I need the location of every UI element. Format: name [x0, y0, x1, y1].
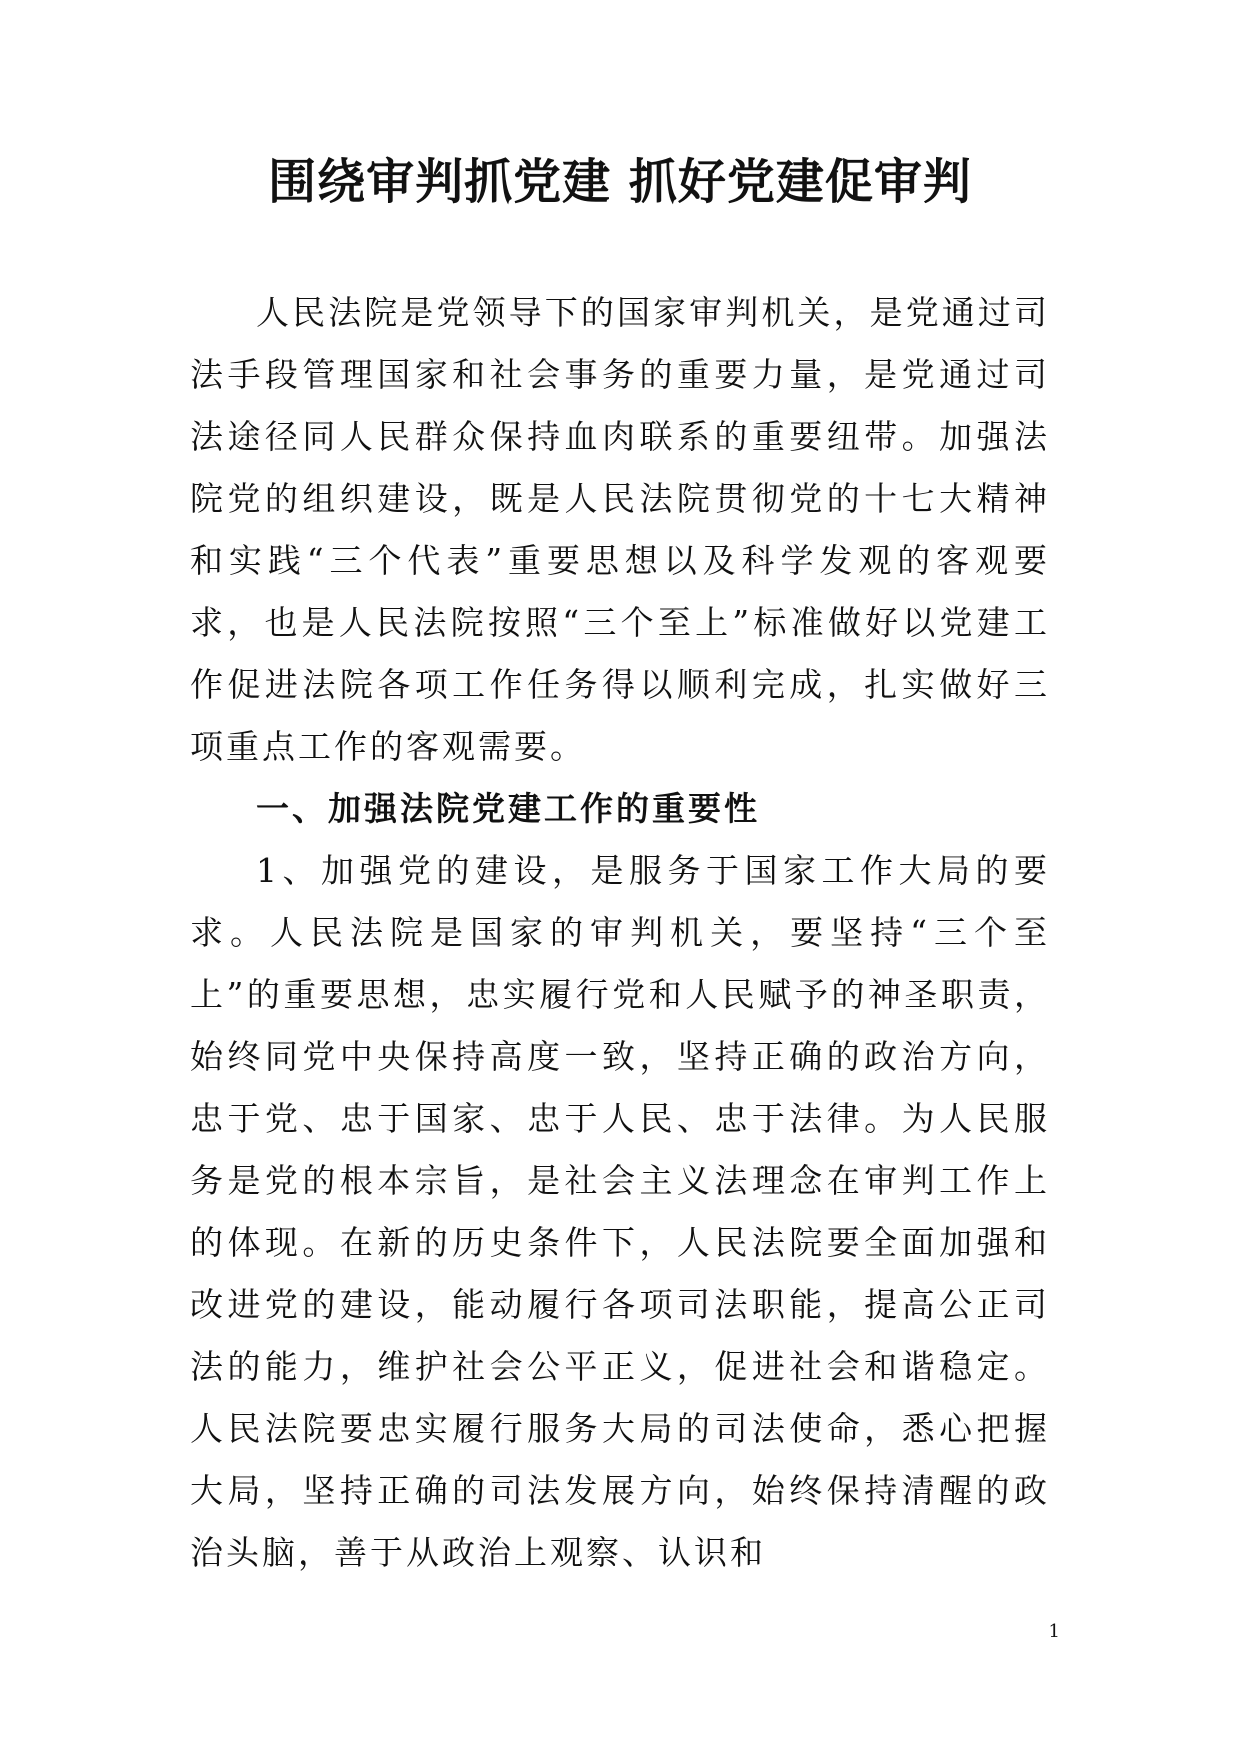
document-body	[190, 282, 1050, 1584]
document-title: 围绕审判抓党建 抓好党建促审判	[268, 154, 972, 210]
section-paragraph: 1、加强党的建设，是服务于国家工作大局的要求。人民法院是国家的审判机关，要坚持“三个至上”的重要思想，忠实履行党和人民赋予的神圣职责，始终同党中央保持高度一致，坚持正确的政治方向，忠于党、忠于国家、忠于人民、忠于法律。为人民服务是党的根本宗旨，是社会主义法理念在审判工作上的体现。在新的历史条件下，人民法院要全面加强和改进党的建设，能动履行各项司法职能，提高公正司法的能力，维护社会公平正义，促进社会和谐稳定。人民法院要忠实履行服务大局的司法使命，悉心把握大局，坚持正确的司法发展方向，始终保持清醒的政治头脑，善于从政治上观察、认识和	[190, 851, 1050, 1572]
intro-paragraph: 人民法院是党领导下的国家审判机关，是党通过司法手段管理国家和社会事务的重要力量，是党通过司法途径同人民群众保持血肉联系的重要纽带。加强法院党的组织建设，既是人民法院贯彻党的十七大精神和实践“三个代表”重要思想以及科学发观的客观要求，也是人民法院按照“三个至上”标准做好以党建工作促进法院各项工作任务得以顺利完成，扎实做好三项重点工作的客观需要。	[190, 293, 1050, 766]
page-number: 1	[1048, 1621, 1060, 1642]
section-heading: 一、加强法院党建工作的重要性	[256, 789, 760, 828]
